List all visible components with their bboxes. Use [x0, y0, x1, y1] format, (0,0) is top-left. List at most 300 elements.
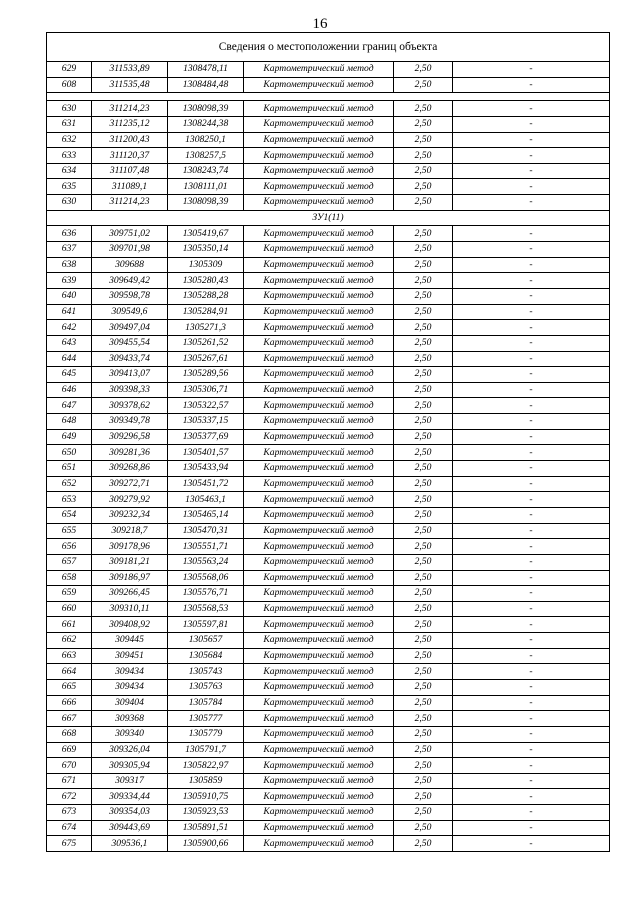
method-cell: Картометрический метод	[244, 288, 394, 304]
table-row	[47, 726, 610, 742]
accuracy-cell: 2,50	[394, 789, 453, 805]
coordinate-x-cell: 309549,6	[92, 304, 168, 320]
coordinate-y-cell: 1305568,06	[168, 570, 244, 586]
table-row	[47, 554, 610, 570]
accuracy-cell: 2,50	[394, 539, 453, 555]
accuracy-cell: 2,50	[394, 679, 453, 695]
method-cell: Картометрический метод	[244, 101, 394, 117]
coordinate-x-cell: 309408,92	[92, 617, 168, 633]
method-cell: Картометрический метод	[244, 507, 394, 523]
accuracy-cell: 2,50	[394, 664, 453, 680]
description-cell: -	[453, 445, 610, 461]
table-row	[47, 476, 610, 492]
point-number-cell: 659	[47, 586, 92, 602]
method-cell: Картометрический метод	[244, 351, 394, 367]
boundary-coordinates-table	[46, 32, 610, 852]
coordinate-y-cell: 1305784	[168, 695, 244, 711]
point-number-cell: 637	[47, 242, 92, 258]
coordinate-x-cell: 309751,02	[92, 226, 168, 242]
coordinate-y-cell: 1308243,74	[168, 163, 244, 179]
accuracy-cell: 2,50	[394, 836, 453, 852]
coordinate-y-cell: 1305777	[168, 711, 244, 727]
section-header-row	[47, 210, 610, 226]
accuracy-cell: 2,50	[394, 382, 453, 398]
description-cell: -	[453, 257, 610, 273]
description-cell: -	[453, 163, 610, 179]
accuracy-cell: 2,50	[394, 304, 453, 320]
point-number-cell: 661	[47, 617, 92, 633]
description-cell: -	[453, 492, 610, 508]
point-number-cell: 640	[47, 288, 92, 304]
coordinate-y-cell: 1305551,71	[168, 539, 244, 555]
coordinate-y-cell: 1305576,71	[168, 586, 244, 602]
accuracy-cell: 2,50	[394, 445, 453, 461]
coordinate-y-cell: 1308111,01	[168, 179, 244, 195]
point-number-cell: 668	[47, 726, 92, 742]
point-number-cell: 663	[47, 648, 92, 664]
method-cell: Картометрический метод	[244, 461, 394, 477]
description-cell: -	[453, 132, 610, 148]
table-row	[47, 633, 610, 649]
coordinate-x-cell: 309279,92	[92, 492, 168, 508]
method-cell: Картометрический метод	[244, 836, 394, 852]
description-cell: -	[453, 523, 610, 539]
table-row	[47, 820, 610, 836]
table-row	[47, 414, 610, 430]
coordinate-x-cell: 309218,7	[92, 523, 168, 539]
accuracy-cell: 2,50	[394, 116, 453, 132]
table-row	[47, 226, 610, 242]
coordinate-x-cell: 309497,04	[92, 320, 168, 336]
table-row	[47, 242, 610, 258]
table-row	[47, 789, 610, 805]
point-number-cell: 650	[47, 445, 92, 461]
point-number-cell: 669	[47, 742, 92, 758]
description-cell: -	[453, 805, 610, 821]
description-cell: -	[453, 242, 610, 258]
coordinate-y-cell: 1305563,24	[168, 554, 244, 570]
point-number-cell: 630	[47, 195, 92, 211]
point-number-cell: 642	[47, 320, 92, 336]
point-number-cell: 645	[47, 367, 92, 383]
coordinate-x-cell: 309326,04	[92, 742, 168, 758]
coordinate-x-cell: 309305,94	[92, 758, 168, 774]
table-row	[47, 132, 610, 148]
table-row	[47, 320, 610, 336]
description-cell: -	[453, 570, 610, 586]
coordinate-y-cell: 1305451,72	[168, 476, 244, 492]
description-cell: -	[453, 382, 610, 398]
description-cell: -	[453, 695, 610, 711]
method-cell: Картометрический метод	[244, 758, 394, 774]
description-cell: -	[453, 836, 610, 852]
table-row	[47, 148, 610, 164]
coordinate-x-cell: 309266,45	[92, 586, 168, 602]
coordinate-x-cell: 309232,34	[92, 507, 168, 523]
coordinate-y-cell: 1305377,69	[168, 429, 244, 445]
accuracy-cell: 2,50	[394, 633, 453, 649]
point-number-cell: 662	[47, 633, 92, 649]
coordinate-y-cell: 1305350,14	[168, 242, 244, 258]
accuracy-cell: 2,50	[394, 77, 453, 93]
method-cell: Картометрический метод	[244, 820, 394, 836]
coordinate-y-cell: 1308478,11	[168, 62, 244, 78]
coordinate-x-cell: 309178,96	[92, 539, 168, 555]
description-cell: -	[453, 367, 610, 383]
method-cell: Картометрический метод	[244, 445, 394, 461]
table-row	[47, 570, 610, 586]
point-number-cell: 648	[47, 414, 92, 430]
accuracy-cell: 2,50	[394, 414, 453, 430]
point-number-cell: 608	[47, 77, 92, 93]
coordinate-y-cell: 1305470,31	[168, 523, 244, 539]
description-cell: -	[453, 820, 610, 836]
table-row	[47, 62, 610, 78]
description-cell: -	[453, 773, 610, 789]
coordinate-y-cell: 1305309	[168, 257, 244, 273]
coordinate-x-cell: 309398,33	[92, 382, 168, 398]
coordinate-x-cell: 309536,1	[92, 836, 168, 852]
coordinate-y-cell: 1308244,38	[168, 116, 244, 132]
table-row	[47, 805, 610, 821]
method-cell: Картометрический метод	[244, 805, 394, 821]
coordinate-y-cell: 1305433,94	[168, 461, 244, 477]
description-cell: -	[453, 273, 610, 289]
coordinate-x-cell: 309404	[92, 695, 168, 711]
coordinate-y-cell: 1308484,48	[168, 77, 244, 93]
method-cell: Картометрический метод	[244, 257, 394, 273]
section-label: ЗУ1(11)	[47, 210, 610, 226]
method-cell: Картометрический метод	[244, 148, 394, 164]
accuracy-cell: 2,50	[394, 476, 453, 492]
description-cell: -	[453, 77, 610, 93]
table-row	[47, 836, 610, 852]
description-cell: -	[453, 476, 610, 492]
coordinate-x-cell: 309451	[92, 648, 168, 664]
accuracy-cell: 2,50	[394, 242, 453, 258]
coordinate-y-cell: 1305289,56	[168, 367, 244, 383]
point-number-cell: 639	[47, 273, 92, 289]
point-number-cell: 644	[47, 351, 92, 367]
table-body	[47, 33, 610, 852]
method-cell: Картометрический метод	[244, 163, 394, 179]
accuracy-cell: 2,50	[394, 273, 453, 289]
coordinate-y-cell: 1305280,43	[168, 273, 244, 289]
table-row	[47, 304, 610, 320]
accuracy-cell: 2,50	[394, 742, 453, 758]
description-cell: -	[453, 554, 610, 570]
coordinate-x-cell: 309434	[92, 679, 168, 695]
table-row	[47, 461, 610, 477]
coordinate-y-cell: 1305657	[168, 633, 244, 649]
accuracy-cell: 2,50	[394, 726, 453, 742]
point-number-cell: 667	[47, 711, 92, 727]
description-cell: -	[453, 398, 610, 414]
accuracy-cell: 2,50	[394, 601, 453, 617]
coordinate-y-cell: 1305463,1	[168, 492, 244, 508]
description-cell: -	[453, 335, 610, 351]
coordinate-y-cell: 1305684	[168, 648, 244, 664]
method-cell: Картометрический метод	[244, 633, 394, 649]
page-number: 16	[312, 16, 328, 32]
coordinate-y-cell: 1305779	[168, 726, 244, 742]
table-row	[47, 711, 610, 727]
coordinate-x-cell: 309433,74	[92, 351, 168, 367]
coordinate-x-cell: 311535,48	[92, 77, 168, 93]
coordinate-y-cell: 1305271,3	[168, 320, 244, 336]
accuracy-cell: 2,50	[394, 554, 453, 570]
accuracy-cell: 2,50	[394, 226, 453, 242]
method-cell: Картометрический метод	[244, 601, 394, 617]
point-number-cell: 643	[47, 335, 92, 351]
table-row	[47, 695, 610, 711]
coordinate-y-cell: 1305597,81	[168, 617, 244, 633]
table-row	[47, 398, 610, 414]
coordinate-x-cell: 309310,11	[92, 601, 168, 617]
method-cell: Картометрический метод	[244, 539, 394, 555]
table-row	[47, 195, 610, 211]
method-cell: Картометрический метод	[244, 414, 394, 430]
coordinate-x-cell: 309281,36	[92, 445, 168, 461]
point-number-cell: 657	[47, 554, 92, 570]
accuracy-cell: 2,50	[394, 335, 453, 351]
point-number-cell: 658	[47, 570, 92, 586]
table-row	[47, 335, 610, 351]
description-cell: -	[453, 101, 610, 117]
point-number-cell: 630	[47, 101, 92, 117]
method-cell: Картометрический метод	[244, 77, 394, 93]
description-cell: -	[453, 179, 610, 195]
description-cell: -	[453, 679, 610, 695]
coordinate-y-cell: 1308098,39	[168, 195, 244, 211]
table-row	[47, 601, 610, 617]
point-number-cell: 660	[47, 601, 92, 617]
coordinate-y-cell: 1308250,1	[168, 132, 244, 148]
table-title-row	[47, 33, 610, 62]
coordinate-x-cell: 309701,98	[92, 242, 168, 258]
point-number-cell: 629	[47, 62, 92, 78]
table-row	[47, 507, 610, 523]
coordinate-x-cell: 309455,54	[92, 335, 168, 351]
point-number-cell: 670	[47, 758, 92, 774]
point-number-cell: 631	[47, 116, 92, 132]
accuracy-cell: 2,50	[394, 148, 453, 164]
accuracy-cell: 2,50	[394, 179, 453, 195]
coordinate-y-cell: 1305923,53	[168, 805, 244, 821]
method-cell: Картометрический метод	[244, 304, 394, 320]
description-cell: -	[453, 320, 610, 336]
method-cell: Картометрический метод	[244, 476, 394, 492]
description-cell: -	[453, 726, 610, 742]
table-row	[47, 742, 610, 758]
point-number-cell: 649	[47, 429, 92, 445]
coordinate-y-cell: 1305322,57	[168, 398, 244, 414]
description-cell: -	[453, 633, 610, 649]
coordinate-x-cell: 309272,71	[92, 476, 168, 492]
coordinate-y-cell: 1305822,97	[168, 758, 244, 774]
accuracy-cell: 2,50	[394, 758, 453, 774]
accuracy-cell: 2,50	[394, 367, 453, 383]
accuracy-cell: 2,50	[394, 695, 453, 711]
method-cell: Картометрический метод	[244, 335, 394, 351]
coordinate-x-cell: 309434	[92, 664, 168, 680]
description-cell: -	[453, 601, 610, 617]
table-row	[47, 773, 610, 789]
accuracy-cell: 2,50	[394, 492, 453, 508]
coordinate-y-cell: 1305284,91	[168, 304, 244, 320]
accuracy-cell: 2,50	[394, 132, 453, 148]
point-number-cell: 656	[47, 539, 92, 555]
coordinate-x-cell: 309296,58	[92, 429, 168, 445]
point-number-cell: 653	[47, 492, 92, 508]
coordinate-x-cell: 309334,44	[92, 789, 168, 805]
table-row	[47, 492, 610, 508]
separator-row	[47, 93, 610, 101]
coordinate-y-cell: 1305267,61	[168, 351, 244, 367]
point-number-cell: 675	[47, 836, 92, 852]
point-number-cell: 655	[47, 523, 92, 539]
table-row	[47, 273, 610, 289]
accuracy-cell: 2,50	[394, 570, 453, 586]
point-number-cell: 673	[47, 805, 92, 821]
accuracy-cell: 2,50	[394, 163, 453, 179]
coordinate-x-cell: 311533,89	[92, 62, 168, 78]
description-cell: -	[453, 664, 610, 680]
point-number-cell: 651	[47, 461, 92, 477]
point-number-cell: 646	[47, 382, 92, 398]
coordinate-x-cell: 309688	[92, 257, 168, 273]
description-cell: -	[453, 351, 610, 367]
point-number-cell: 664	[47, 664, 92, 680]
method-cell: Картометрический метод	[244, 679, 394, 695]
description-cell: -	[453, 226, 610, 242]
method-cell: Картометрический метод	[244, 492, 394, 508]
point-number-cell: 665	[47, 679, 92, 695]
table-row	[47, 179, 610, 195]
table-row	[47, 679, 610, 695]
point-number-cell: 674	[47, 820, 92, 836]
point-number-cell: 647	[47, 398, 92, 414]
table-row	[47, 586, 610, 602]
description-cell: -	[453, 304, 610, 320]
coordinate-x-cell: 311214,23	[92, 101, 168, 117]
method-cell: Картометрический метод	[244, 429, 394, 445]
description-cell: -	[453, 288, 610, 304]
coordinate-x-cell: 309368	[92, 711, 168, 727]
method-cell: Картометрический метод	[244, 195, 394, 211]
table-row	[47, 382, 610, 398]
coordinate-x-cell: 309378,62	[92, 398, 168, 414]
coordinate-y-cell: 1308257,5	[168, 148, 244, 164]
method-cell: Картометрический метод	[244, 773, 394, 789]
method-cell: Картометрический метод	[244, 320, 394, 336]
accuracy-cell: 2,50	[394, 461, 453, 477]
accuracy-cell: 2,50	[394, 62, 453, 78]
coordinate-x-cell: 311235,12	[92, 116, 168, 132]
point-number-cell: 633	[47, 148, 92, 164]
coordinate-y-cell: 1305465,14	[168, 507, 244, 523]
accuracy-cell: 2,50	[394, 773, 453, 789]
table-row	[47, 351, 610, 367]
coordinate-y-cell: 1305910,75	[168, 789, 244, 805]
coordinate-x-cell: 311200,43	[92, 132, 168, 148]
coordinate-y-cell: 1308098,39	[168, 101, 244, 117]
coordinate-y-cell: 1305288,28	[168, 288, 244, 304]
table-row	[47, 101, 610, 117]
method-cell: Картометрический метод	[244, 570, 394, 586]
table-row	[47, 648, 610, 664]
point-number-cell: 634	[47, 163, 92, 179]
description-cell: -	[453, 758, 610, 774]
coordinate-x-cell: 311089,1	[92, 179, 168, 195]
accuracy-cell: 2,50	[394, 805, 453, 821]
coordinate-y-cell: 1305891,51	[168, 820, 244, 836]
coordinate-x-cell: 309649,42	[92, 273, 168, 289]
coordinate-y-cell: 1305900,66	[168, 836, 244, 852]
accuracy-cell: 2,50	[394, 288, 453, 304]
description-cell: -	[453, 586, 610, 602]
coordinate-y-cell: 1305419,67	[168, 226, 244, 242]
method-cell: Картометрический метод	[244, 742, 394, 758]
method-cell: Картометрический метод	[244, 116, 394, 132]
table-row	[47, 163, 610, 179]
table-title: Сведения о местоположении границ объекта	[47, 33, 610, 62]
table-row	[47, 539, 610, 555]
coordinate-x-cell: 309445	[92, 633, 168, 649]
description-cell: -	[453, 461, 610, 477]
method-cell: Картометрический метод	[244, 648, 394, 664]
accuracy-cell: 2,50	[394, 101, 453, 117]
coordinate-y-cell: 1305306,71	[168, 382, 244, 398]
method-cell: Картометрический метод	[244, 273, 394, 289]
accuracy-cell: 2,50	[394, 351, 453, 367]
accuracy-cell: 2,50	[394, 711, 453, 727]
coordinate-x-cell: 309340	[92, 726, 168, 742]
accuracy-cell: 2,50	[394, 398, 453, 414]
method-cell: Картометрический метод	[244, 382, 394, 398]
coordinate-y-cell: 1305763	[168, 679, 244, 695]
description-cell: -	[453, 648, 610, 664]
accuracy-cell: 2,50	[394, 820, 453, 836]
accuracy-cell: 2,50	[394, 320, 453, 336]
point-number-cell: 652	[47, 476, 92, 492]
table-row	[47, 116, 610, 132]
table-row	[47, 77, 610, 93]
accuracy-cell: 2,50	[394, 195, 453, 211]
description-cell: -	[453, 195, 610, 211]
coordinate-y-cell: 1305401,57	[168, 445, 244, 461]
point-number-cell: 671	[47, 773, 92, 789]
coordinate-x-cell: 309268,86	[92, 461, 168, 477]
method-cell: Картометрический метод	[244, 226, 394, 242]
description-cell: -	[453, 414, 610, 430]
coordinate-y-cell: 1305859	[168, 773, 244, 789]
accuracy-cell: 2,50	[394, 586, 453, 602]
description-cell: -	[453, 711, 610, 727]
coordinate-x-cell: 311120,37	[92, 148, 168, 164]
method-cell: Картометрический метод	[244, 586, 394, 602]
method-cell: Картометрический метод	[244, 617, 394, 633]
description-cell: -	[453, 507, 610, 523]
coordinate-x-cell: 309413,07	[92, 367, 168, 383]
coordinate-x-cell: 309349,78	[92, 414, 168, 430]
method-cell: Картометрический метод	[244, 179, 394, 195]
description-cell: -	[453, 429, 610, 445]
description-cell: -	[453, 742, 610, 758]
point-number-cell: 632	[47, 132, 92, 148]
table-row	[47, 523, 610, 539]
method-cell: Картометрический метод	[244, 789, 394, 805]
